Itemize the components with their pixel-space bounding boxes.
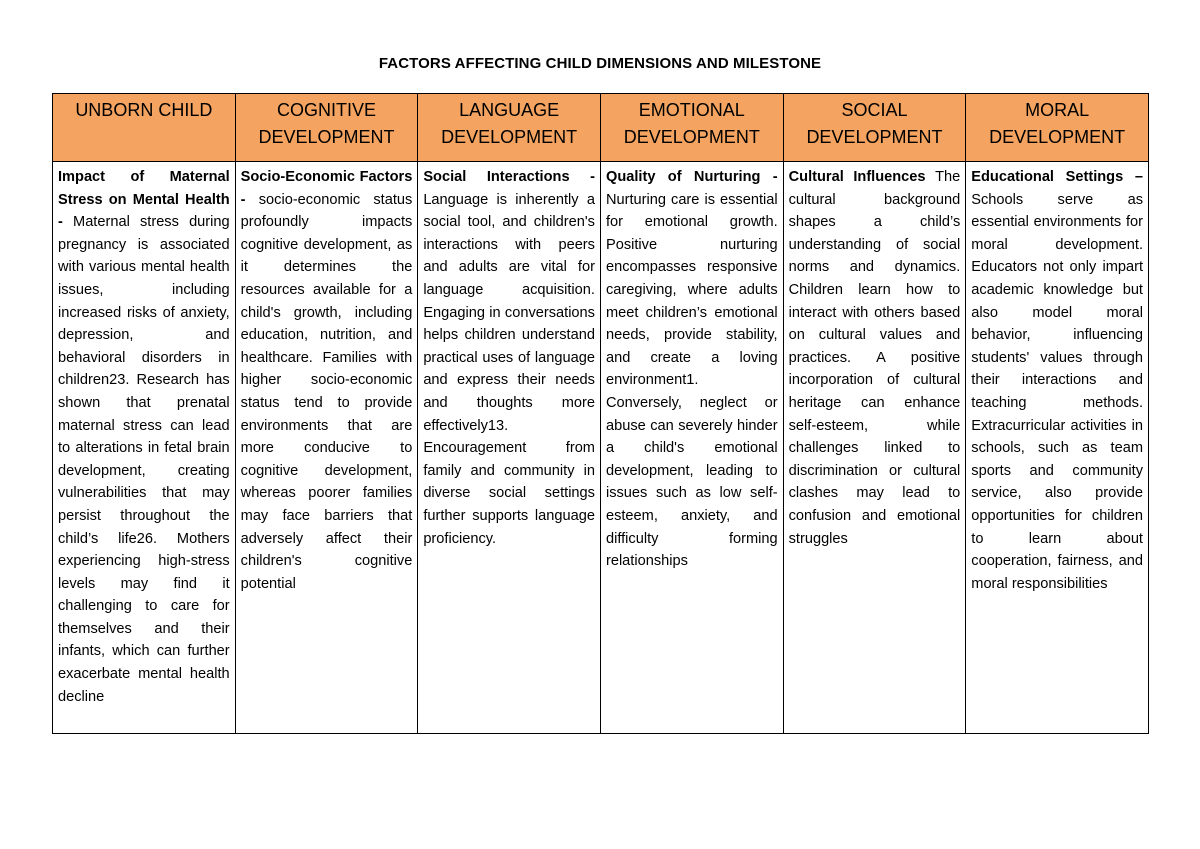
cell-heading: Socio-Economic Factors - [240, 169, 413, 208]
cell-body: socio-economic status profoundly impacts cognitive development, as it determines the resources available for a child's growth, including education, nutrition, and healthcare. Families with higher socio-economic status tend to provide environments that are more conducive to cognitive development, whereas poorer families may face barriers that adversely affect their children's cognitive potential [240, 191, 413, 592]
cell-heading: Educational Settings – [971, 169, 1143, 185]
table-header [53, 94, 1149, 162]
cell-emotional-development [600, 162, 783, 734]
cell-body: Maternal stress during pregnancy is associated with various mental health issues, including increased risks of anxiety, depression, and behavioral disorders in children23. Research has shown that prenatal maternal stress can lead to alterations in fetal brain development, creating vulnerabilities that may persist throughout the child’s life26. Mothers experiencing high-stress levels may find it challenging to care for themselves and their infants, which can further exacerbate mental health decline [58, 214, 230, 705]
cell-body: Schools serve as essential environments for moral development. Educators not only impart academic knowledge but also model moral behavior, influencing students' values through their interactions and teaching methods. Extracurricular activities in schools, such as team sports and community service, also provide opportunities for children to learn about cooperation, fairness, and moral responsibilities [971, 191, 1143, 592]
cell-body: Nurturing care is essential for emotional growth. Positive nurturing encompasses responsive caregiving, where adults meet children’s emotional needs, provide stability, and create a loving environment1. Conversely, neglect or abuse can severely hinder a child's emotional development, leading to issues such as low self-esteem, anxiety, and difficulty forming relationships [605, 191, 778, 570]
cell-heading: Quality of Nurturing - [605, 169, 778, 185]
cell-social-development [783, 162, 966, 734]
factors-table [52, 93, 1149, 734]
header-social-development: SOCIAL DEVELOPMENT [783, 94, 966, 162]
header-row [53, 94, 1149, 162]
header-emotional-development: EMOTIONAL DEVELOPMENT [600, 94, 783, 162]
document-title: FACTORS AFFECTING CHILD DIMENSIONS AND MILESTONE [378, 55, 822, 72]
table-body [53, 162, 1149, 734]
cell-body: The cultural background shapes a child’s understanding of social norms and dynamics. Children learn how to interact with others based on cultural values and practices. A positive incorporation of cultural heritage can enhance self-esteem, while challenges linked to discrimination or cultural clashes may lead to confusion and emotional struggles [788, 169, 961, 547]
cell-body: Language is inherently a social tool, and children's interactions with peers and adults are vital for language acquisition. Engaging in conversations helps children understand practical uses of language and express their needs and thoughts more effectively13. Encouragement from family and community in diverse social settings further supports language proficiency. [423, 191, 595, 547]
cell-cognitive-development [235, 162, 418, 734]
table-row [53, 162, 1149, 734]
cell-unborn-child [53, 162, 236, 734]
cell-heading: Cultural Influences [788, 169, 936, 185]
cell-heading: Social Interactions - [423, 169, 595, 185]
cell-heading: Impact of Maternal Stress on Mental Health - [58, 169, 230, 231]
header-unborn-child: UNBORN CHILD [53, 94, 236, 162]
header-language-development: LANGUAGE DEVELOPMENT [418, 94, 601, 162]
cell-language-development [418, 162, 601, 734]
header-moral-development: MORAL DEVELOPMENT [966, 94, 1149, 162]
header-cognitive-development: COGNITIVE DEVELOPMENT [235, 94, 418, 162]
cell-moral-development [966, 162, 1149, 734]
